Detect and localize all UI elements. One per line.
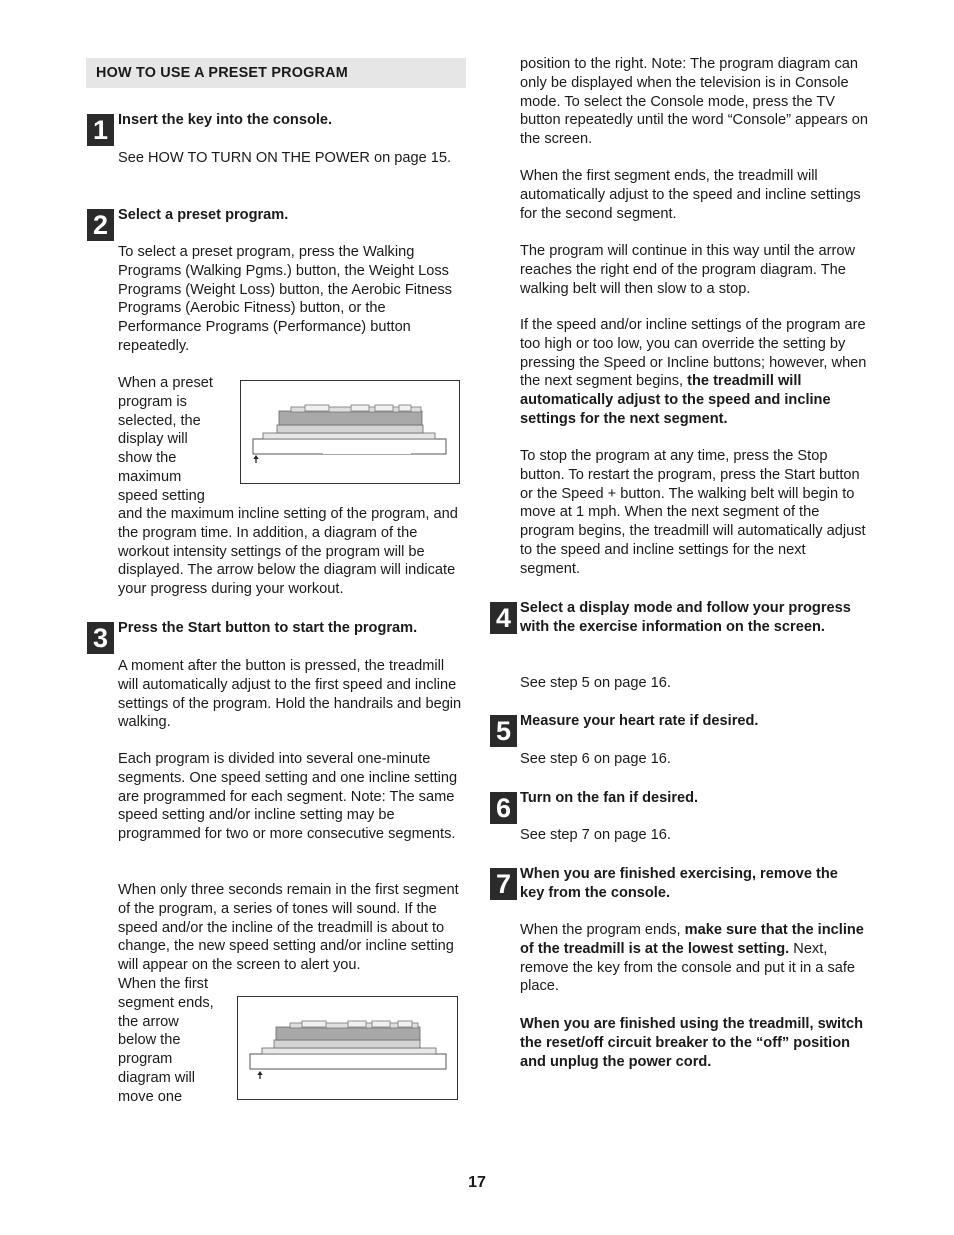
step-2-wrap-text: When a preset program is selected, the display will show the maximum speed setting [118, 375, 213, 504]
step-number-5: 5 [490, 715, 517, 747]
step-2-continued: and the maximum incline setting of the program, and the program time. In addition, a diagram of the workout intensity settings of the program will be displayed. The arrow below the diagram will indicate your progress during your workout. [118, 506, 458, 598]
page-number: 17 [468, 1174, 486, 1191]
program-end-text: When the program ends, [520, 922, 685, 938]
remove-key-text: Next, remove the key from the console and put it in a safe place. [520, 940, 856, 995]
step-5-title: Measure your heart rate if desired. [520, 713, 759, 729]
step-number-4: 4 [490, 602, 517, 634]
step-5-body: See step 6 on page 16. [520, 751, 671, 767]
override-emphasis: the treadmill will automatically adjust to the speed and incline settings for the next segment. [520, 373, 831, 427]
right-paragraph-4 [520, 316, 870, 429]
override-text: If the speed and/or incline settings of the program are too high or too low, you can override the setting by pressing the Speed or Incline buttons; however, when the next segment begins, [520, 317, 867, 390]
program-diagram-1 [240, 380, 460, 484]
right-paragraph-2: When the first segment ends, the treadmill will automatically adjust to the speed and incline settings for the second segment. [520, 168, 861, 222]
right-paragraph-3: The program will continue in this way until the arrow reaches the right end of the program diagram. The walking belt will then slow to a stop. [520, 243, 855, 297]
step-3-paragraph-2: Each program is divided into several one-minute segments. One speed setting and one incline setting are programmed for each segment. Note: The same speed setting and/or incline setting may be programmed for two or more consecutive segments. [118, 751, 458, 843]
step-4-body: See step 5 on page 16. [520, 675, 671, 691]
step-2-title: Select a preset program. [118, 207, 289, 223]
step-3-paragraph-3: When only three seconds remain in the first segment of the program, a series of tones will sound. If the speed and/or the incline of the treadmill is about to change, the new speed setting and/or incline setting will appear on the screen to alert you. [118, 882, 459, 974]
progress-arrow-icon [257, 1071, 262, 1079]
step-number-1: 1 [87, 114, 114, 146]
step-1-title: Insert the key into the console. [118, 112, 333, 128]
final-instruction: When you are finished using the treadmill, switch the reset/off circuit breaker to the “off” position and unplug the power cord. [520, 1016, 864, 1070]
step-3-wrap-text: When the first segment ends, the arrow below the program diagram will move one [118, 976, 214, 1105]
step-number-6: 6 [490, 792, 517, 824]
right-paragraph-1: position to the right. Note: The program diagram can only be displayed when the television is in Console mode. To select the Console mode, press the TV button repeatedly until the word “Console” appears on the screen. [520, 56, 869, 148]
program-end-emphasis: make sure that the incline of the treadmill is at the lowest setting. [520, 922, 864, 957]
step-1-body: See HOW TO TURN ON THE POWER on page 15. [118, 150, 452, 166]
step-number-3: 3 [87, 622, 114, 654]
step-3-title: Press the Start button to start the program. [118, 620, 418, 636]
step-3-paragraph-1: A moment after the button is pressed, the treadmill will automatically adjust to the first speed and incline settings of the program. Hold the handrails and begin walking. [118, 658, 462, 731]
step-number-7: 7 [490, 868, 517, 900]
progress-arrow-icon [253, 455, 258, 463]
program-diagram-2 [237, 996, 458, 1100]
step-6-title: Turn on the fan if desired. [520, 790, 699, 806]
section-header: HOW TO USE A PRESET PROGRAM [86, 58, 466, 88]
step-7-body [520, 921, 870, 996]
right-paragraph-5: To stop the program at any time, press the Stop button. To restart the program, press the Start button or the Speed + button. The walking belt will begin to move at 1 mph. When the next segment of the program begins, the treadmill will automatically adjust to the speed and incline settings for the next segment. [520, 448, 866, 577]
step-4-title: Select a display mode and follow your progress with the exercise information on the screen. [520, 600, 851, 635]
step-7-title: When you are finished exercising, remove the key from the console. [520, 866, 838, 901]
step-6-body: See step 7 on page 16. [520, 827, 671, 843]
step-number-2: 2 [87, 209, 114, 241]
step-2-body: To select a preset program, press the Walking Programs (Walking Pgms.) button, the Weight Loss Programs (Weight Loss) button, the Aerobic Fitness Programs (Aerobic Fitness) button, or the Performance Programs (Performance) button repeatedly. [118, 244, 452, 354]
